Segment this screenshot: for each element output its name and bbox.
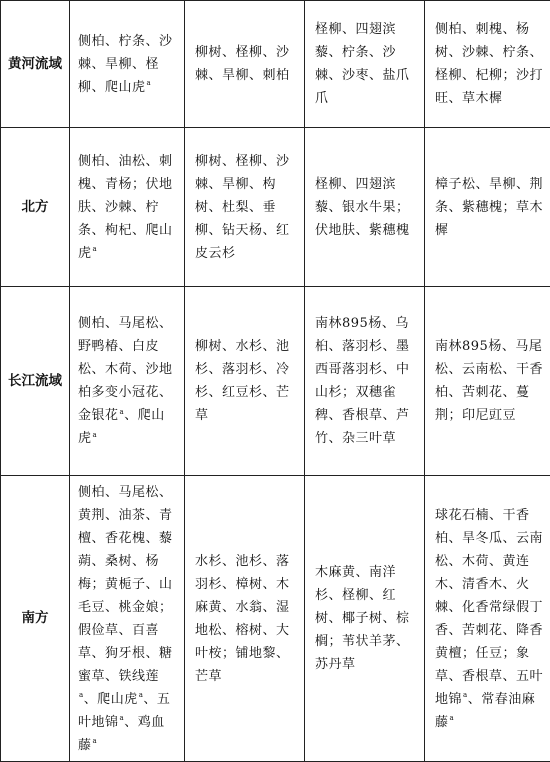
footnote-marker: a: [139, 691, 144, 699]
region-cell: 黄河流域: [1, 1, 70, 128]
species-cell: 侧柏、油松、刺槐、青杨；伏地肤、沙棘、柠条、枸杞、爬山虎$^a$: [70, 128, 185, 287]
species-cell: 水杉、池杉、落羽杉、樟树、木麻黄、水翁、湿地松、榕树、大叶桉；铺地黎、芒草: [185, 476, 305, 762]
species-cell: 柽柳、四翅滨藜、银水牛果；伏地肤、紫穗槐: [305, 128, 425, 287]
species-cell: 南林895杨、马尾松、云南松、干香柏、苦刺花、蔓荆；印尼豇豆: [425, 287, 550, 476]
species-cell: 南林895杨、乌桕、落羽杉、墨西哥落羽杉、中山杉；双穗雀稗、香根草、芦竹、杂三叶草: [305, 287, 425, 476]
species-cell: 侧柏、刺槐、杨树、沙棘、柠条、柽柳、杞柳；沙打旺、草木樨: [425, 1, 550, 128]
footnote-marker: a: [93, 737, 98, 745]
region-cell: 南方: [1, 476, 70, 762]
region-cell: 长江流域: [1, 287, 70, 476]
table-row: [1, 476, 550, 762]
footnote-marker: a: [93, 245, 98, 253]
footnote-marker: a: [93, 431, 98, 439]
footnote-marker: a: [463, 691, 468, 699]
footnote-marker: a: [450, 714, 455, 722]
species-cell: 侧柏、马尾松、黄荆、油茶、青檀、香花槐、藜蒴、桑树、杨梅；黄栀子、山毛豆、桃金娘；假俭草、百喜草、狗牙根、糖蜜草、铁线莲$^a$、爬山虎$^a$、五叶地锦$^a$、鸡血藤$^a$: [70, 476, 185, 762]
region-cell: 北方: [1, 128, 70, 287]
species-cell: 柳树、柽柳、沙棘、旱柳、构树、杜梨、垂柳、钻天杨、红皮云杉: [185, 128, 305, 287]
table-row: [1, 128, 550, 287]
species-cell: 柳树、水杉、池杉、落羽杉、冷杉、红豆杉、芒草: [185, 287, 305, 476]
species-cell: 球花石楠、干香柏、旱冬瓜、云南松、木荷、黄连木、清香木、火棘、化香常绿假丁香、苦刺花、降香黄檀；任豆；象草、香根草、五叶地锦$^a$、常春油麻藤$^a$: [425, 476, 550, 762]
species-cell: 木麻黄、南洋杉、柽柳、红树、椰子树、棕榈；苇状羊茅、苏丹草: [305, 476, 425, 762]
footnote-marker: a: [147, 79, 152, 87]
species-cell: 柳树、柽柳、沙棘、旱柳、刺柏: [185, 1, 305, 128]
species-cell: 柽柳、四翅滨藜、柠条、沙棘、沙枣、盐爪爪: [305, 1, 425, 128]
table-row: [1, 287, 550, 476]
table-row: [1, 1, 550, 128]
footnote-marker: a: [120, 408, 125, 416]
footnote-marker: a: [120, 714, 125, 722]
species-cell: 侧柏、柠条、沙棘、旱柳、柽柳、爬山虎$^a$: [70, 1, 185, 128]
species-cell: 樟子松、旱柳、荆条、紫穗槐；草木樨: [425, 128, 550, 287]
footnote-marker: a: [79, 691, 84, 699]
species-cell: 侧柏、马尾松、野鸭椿、白皮松、木荷、沙地柏多变小冠花、金银花$^a$、爬山虎$^a$: [70, 287, 185, 476]
